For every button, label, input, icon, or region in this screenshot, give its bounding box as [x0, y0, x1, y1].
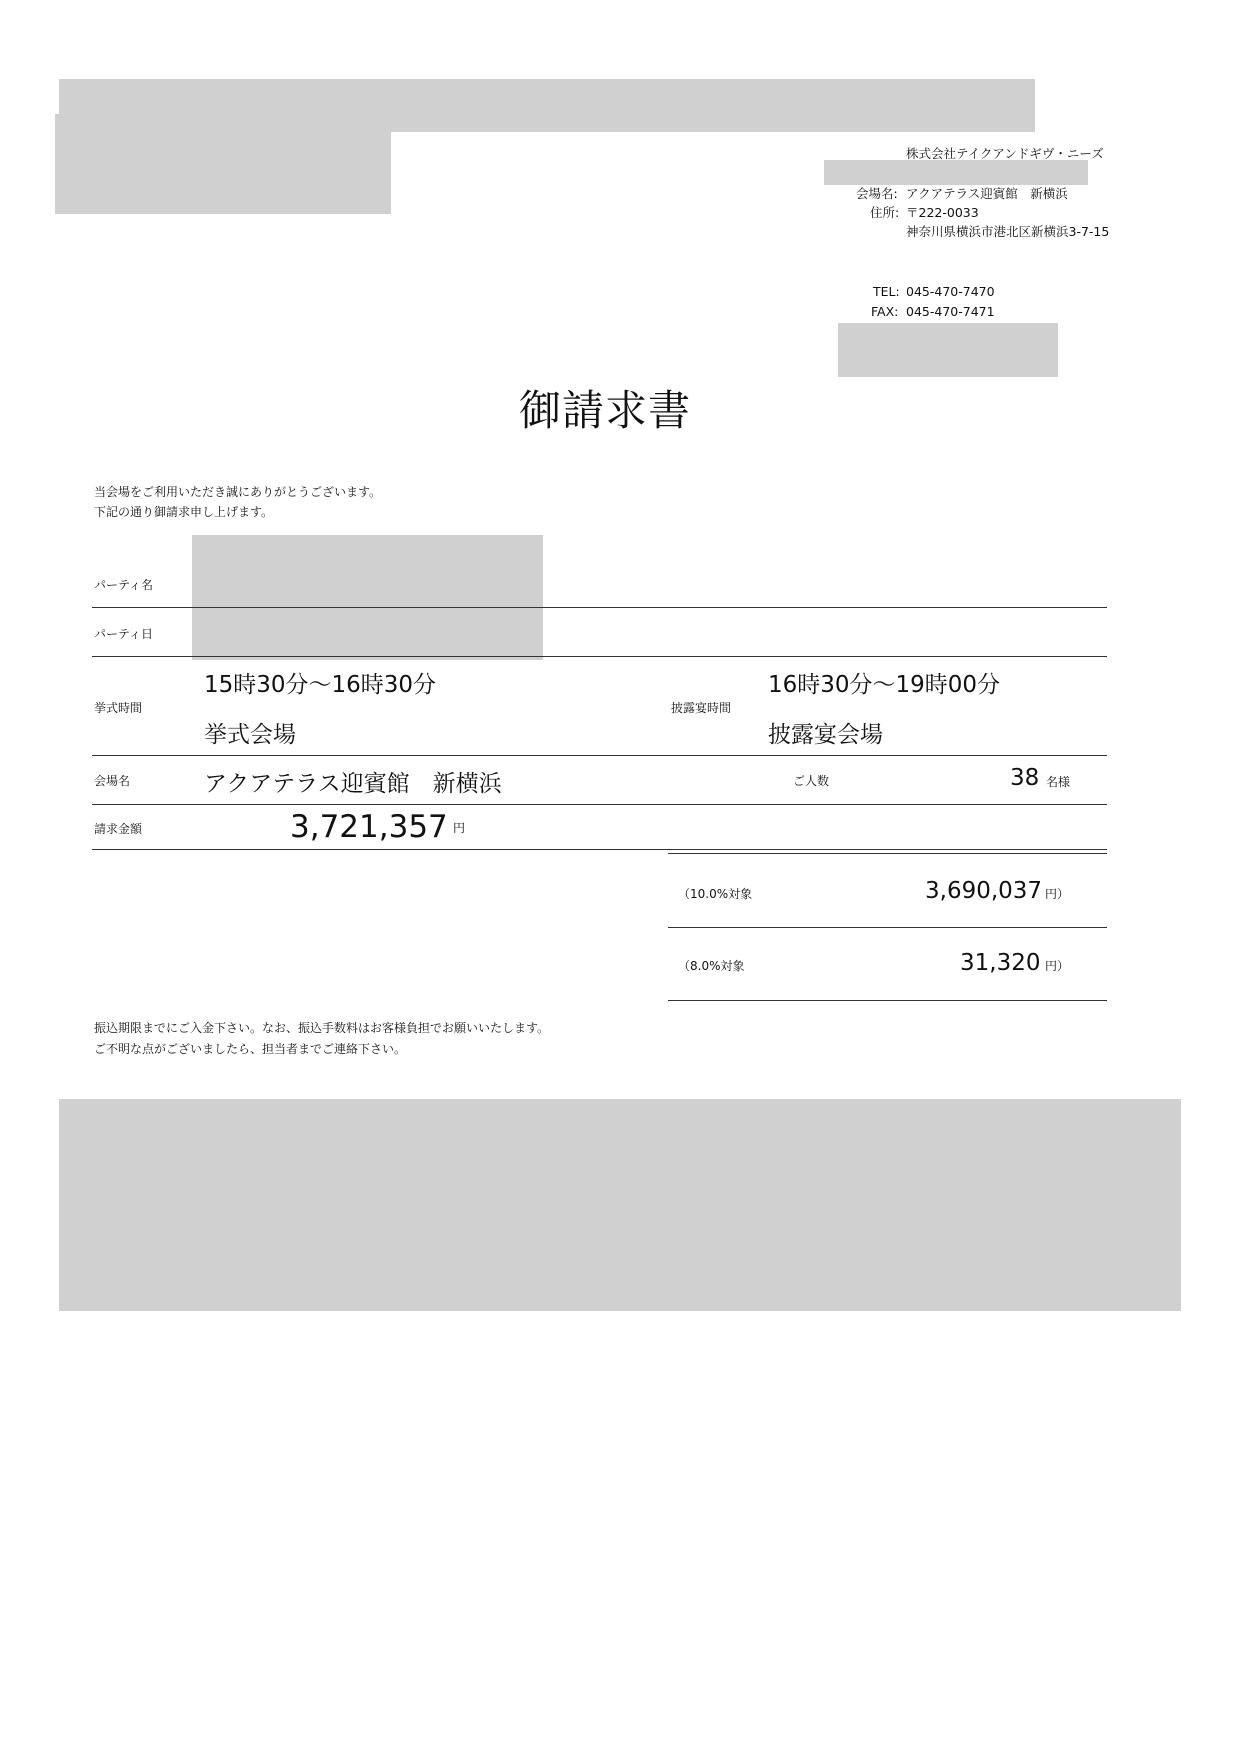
- divider-party-name: [92, 607, 1107, 608]
- sender-tel-label: TEL:: [873, 284, 900, 299]
- reception-time: 16時30分～19時00分: [768, 672, 1001, 698]
- reception-place: 披露宴会場: [768, 722, 883, 748]
- sender-address: 神奈川県横浜市港北区新横浜3-7-15: [906, 224, 1110, 239]
- redaction-block-stamp: [838, 323, 1058, 377]
- greeting-line-2: 下記の通り御請求申し上げます。: [94, 505, 274, 519]
- ceremony-time-label: 挙式時間: [94, 701, 143, 715]
- invoice-amount: 3,721,357: [290, 809, 448, 845]
- venue-name: アクアテラス迎賓館 新横浜: [204, 771, 502, 797]
- party-date-label: パーティ日: [94, 627, 154, 641]
- redaction-block-bank: [59, 1099, 1181, 1311]
- divider-times: [92, 755, 1107, 756]
- divider-tax-top: [668, 853, 1107, 854]
- document-title: 御請求書: [519, 386, 692, 435]
- guests-label: ご人数: [793, 774, 830, 788]
- reception-time-label: 披露宴時間: [671, 701, 732, 715]
- guests-unit: 名様: [1046, 775, 1071, 789]
- tax-10-label: （10.0%対象: [678, 887, 753, 901]
- venue-name-label: 会場名: [94, 774, 131, 788]
- divider-tax-bottom: [668, 1000, 1107, 1001]
- ceremony-place: 挙式会場: [204, 722, 296, 748]
- tax-8-unit: 円）: [1045, 959, 1070, 973]
- sender-tel: 045-470-7470: [906, 284, 995, 299]
- tax-8-amount: 31,320: [960, 950, 1041, 976]
- sender-address-label: 住所:: [870, 205, 900, 220]
- divider-tax-middle: [668, 927, 1107, 928]
- divider-amount: [92, 849, 1107, 850]
- amount-label: 請求金額: [94, 822, 143, 836]
- sender-fax-label: FAX:: [871, 304, 899, 319]
- sender-venue: アクアテラス迎賓館 新横浜: [906, 186, 1068, 201]
- notes-line-1: 振込期限までにご入金下さい。なお、振込手数料はお客様負担でお願いいたします。: [94, 1021, 550, 1035]
- greeting-line-1: 当会場をご利用いただき誠にありがとうございます。: [94, 485, 382, 499]
- redaction-block-party-info: [192, 535, 543, 660]
- invoice-amount-unit: 円: [453, 821, 466, 835]
- sender-venue-label: 会場名:: [856, 186, 898, 201]
- divider-party-date: [92, 656, 1107, 657]
- redaction-block-recipient: [55, 114, 391, 214]
- tax-10-unit: 円）: [1045, 887, 1070, 901]
- guests-count: 38: [1010, 765, 1040, 791]
- tax-10-amount: 3,690,037: [925, 878, 1043, 904]
- sender-company: 株式会社テイクアンドギヴ・ニーズ: [906, 146, 1104, 161]
- sender-postal: 〒222-0033: [906, 205, 979, 220]
- party-name-label: パーティ名: [94, 578, 154, 592]
- tax-8-label: （8.0%対象: [678, 959, 745, 973]
- divider-venue: [92, 804, 1107, 805]
- notes-line-2: ご不明な点がございましたら、担当者までご連絡下さい。: [94, 1042, 407, 1056]
- sender-fax: 045-470-7471: [906, 304, 995, 319]
- ceremony-time: 15時30分～16時30分: [204, 672, 437, 698]
